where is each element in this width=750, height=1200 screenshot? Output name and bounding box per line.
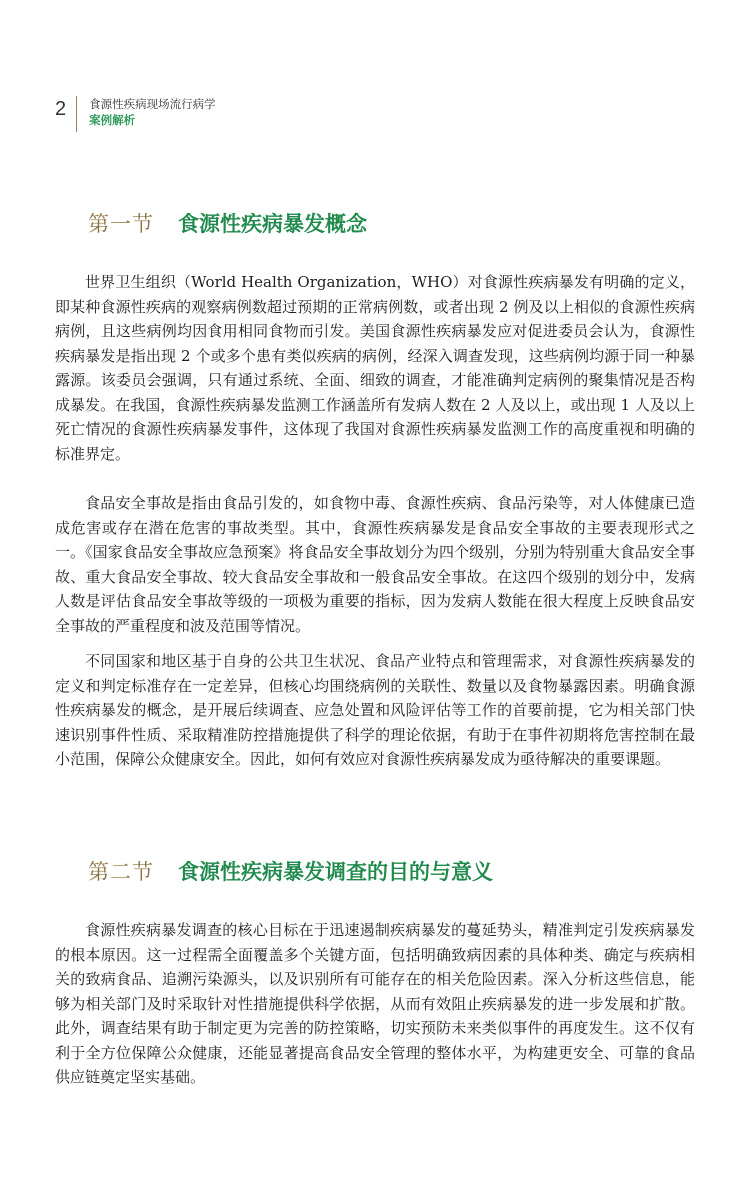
section-2-title: 食源性疾病暴发调查的目的与意义 [178, 859, 493, 884]
page-number: 2 [55, 98, 67, 120]
section-2-number: 第二节 [88, 860, 154, 884]
section-1-paragraph-1: 世界卫生组织（World Health Organization，WHO）对食源性疾病暴发有明确的定义，即某种食源性疾病的观察病例数超过预期的正常病例数，或者出现 2 例及以上相似的食源性疾病病例，且这些病例均因食用相同食物而引发。美国食源性疾病暴发应对促进委员会认为，食源性疾病暴发是指出现 2 个或多个患有类似疾病的病例，经深入调查发现，这些病例均源于同一种暴露源。该委员会强调，只有通过系统、全面、细致的调查，才能准确判定病例的聚集情况是否构成暴发。在我国，食源性疾病暴发监测工作涵盖所有发病人数在 2 人及以上，或出现 1 人及以上死亡情况的食源性疾病暴发事件，这体现了我国对食源性疾病暴发监测工作的高度重视和明确的标准界定。 [55, 273, 695, 463]
book-subtitle: 案例解析 [89, 113, 136, 127]
section-1-title: 食源性疾病暴发概念 [178, 211, 367, 236]
section-1-paragraph-2: 食品安全事故是指由食品引发的，如食物中毒、食源性疾病、食品污染等，对人体健康已造成危害或存在潜在危害的事故类型。其中，食源性疾病暴发是食品安全事故的主要表现形式之一。《国家食品安全事故应急预案》将食品安全事故划分为四个级别，分别为特别重大食品安全事故、重大食品安全事故、较大食品安全事故和一般食品安全事故。在这四个级别的划分中，发病人数是评估食品安全事故等级的一项极为重要的指标，因为发病人数能在很大程度上反映食品安全事故的严重程度和波及范围等情况。 [55, 494, 695, 635]
section-1-number: 第一节 [88, 212, 154, 236]
running-header [55, 96, 216, 136]
section-2-heading [88, 856, 493, 886]
section-2-paragraph-1: 食源性疾病暴发调查的核心目标在于迅速遏制疾病暴发的蔓延势头，精准判定引发疾病暴发的根本原因。这一过程需全面覆盖多个关键方面，包括明确致病因素的具体种类、确定与疾病相关的致病食品、追溯污染源头，以及识别所有可能存在的相关危险因素。深入分析这些信息，能够为相关部门及时采取针对性措施提供科学依据，从而有效阻止疾病暴发的进一步发展和扩散。此外，调查结果有助于制定更为完善的防控策略，切实预防未来类似事件的再度发生。这不仅有利于全方位保障公众健康，还能显著提高食品安全管理的整体水平，为构建更安全、可靠的食品供应链奠定坚实基础。 [55, 921, 695, 1086]
section-1-paragraph-3: 不同国家和地区基于自身的公共卫生状况、食品产业特点和管理需求，对食源性疾病暴发的定义和判定标准存在一定差异，但核心均围绕病例的关联性、数量以及食物暴露因素。明确食源性疾病暴发的概念，是开展后续调查、应急处置和风险评估等工作的首要前提，它为相关部门快速识别事件性质、采取精准防控措施提供了科学的理论依据，有助于在事件初期将危害控制在最小范围，保障公众健康安全。因此，如何有效应对食源性疾病暴发成为亟待解决的重要课题。 [55, 652, 695, 768]
section-1-heading [88, 208, 367, 238]
header-divider [76, 96, 77, 132]
header-text [89, 96, 216, 128]
book-title: 食源性疾病现场流行病学 [89, 97, 216, 111]
